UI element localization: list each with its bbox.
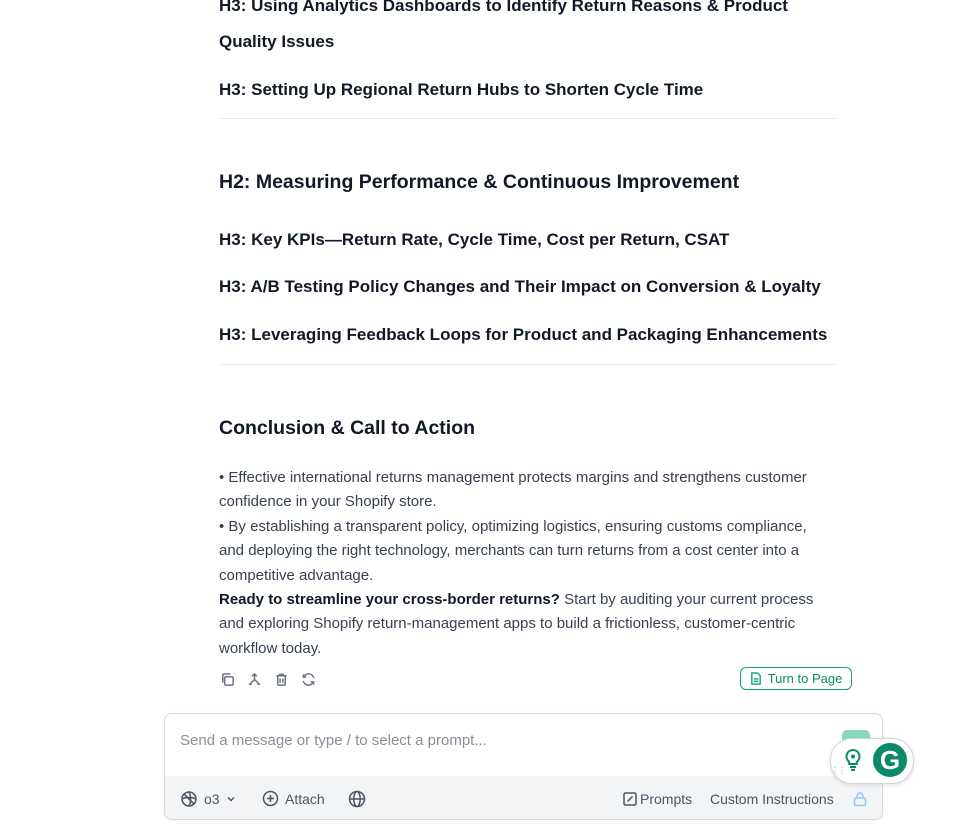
page-icon xyxy=(750,672,762,685)
turn-to-page-label: Turn to Page xyxy=(767,671,843,686)
heading-regional-hubs: H3: Setting Up Regional Return Hubs to Shorten Cycle Time xyxy=(219,80,704,99)
attach-button[interactable] xyxy=(262,776,325,820)
copy-icon[interactable] xyxy=(219,671,235,687)
call-to-action xyxy=(219,588,835,661)
refresh-icon[interactable] xyxy=(300,671,316,687)
prompts-label: Prompts xyxy=(640,790,693,807)
openai-icon xyxy=(180,790,198,808)
composer-toolbar xyxy=(165,776,882,820)
web-search-button[interactable] xyxy=(348,776,366,820)
custom-instructions-button[interactable] xyxy=(710,776,834,820)
cta-text: Start by auditing your current process and exploring Shopify return-management apps to build a frictionless, customer-centric workflow today. xyxy=(219,591,814,657)
heading-analytics-cont: Quality Issues xyxy=(219,32,335,51)
attach-label: Attach xyxy=(285,790,325,807)
heading-feedback-loops: H3: Leveraging Feedback Loops for Product and Packaging Enhancements xyxy=(219,325,828,344)
plus-circle-icon xyxy=(262,790,279,807)
bullet-margins: • Effective international returns management protects margins and strengthens customer confidence in your Shopify store. xyxy=(219,469,807,511)
heading-key-kpis: H3: Key KPIs—Return Rate, Cycle Time, Cost per Return, CSAT xyxy=(219,230,730,249)
message-input[interactable] xyxy=(180,732,780,749)
custom-instructions-label: Custom Instructions xyxy=(710,790,834,807)
heading-measuring-performance: H2: Measuring Performance & Continuous Improvement xyxy=(219,171,740,193)
trash-icon[interactable] xyxy=(273,671,289,687)
section-divider xyxy=(219,118,835,119)
lock-icon xyxy=(853,791,867,807)
globe-icon xyxy=(348,790,366,808)
model-label: o3 xyxy=(204,790,220,807)
section-divider xyxy=(219,364,835,365)
grammarly-logo[interactable]: G xyxy=(871,741,909,779)
message-actions xyxy=(219,671,316,687)
prompts-button[interactable] xyxy=(623,776,692,820)
model-selector[interactable] xyxy=(180,776,236,820)
heading-ab-testing: H3: A/B Testing Policy Changes and Their Impact on Conversion & Loyalty xyxy=(219,277,821,296)
edit-icon xyxy=(623,792,637,806)
branch-icon[interactable] xyxy=(246,671,262,687)
bullet-policy: • By establishing a transparent policy, optimizing logistics, ensuring customs compliance, and deploying the right technology, merchants can turn returns from a cost center into a competitive advantage. xyxy=(219,518,807,584)
grammarly-widget[interactable] xyxy=(830,738,912,782)
heading-conclusion: Conclusion & Call to Action xyxy=(219,417,476,439)
chevron-down-icon xyxy=(226,794,236,804)
drag-handle-icon[interactable]: ⋮⋮ xyxy=(831,766,845,775)
turn-to-page-button[interactable] xyxy=(740,667,852,690)
cta-bold: Ready to streamline your cross-border returns? xyxy=(219,591,560,608)
lightbulb-icon[interactable] xyxy=(843,748,863,772)
message-composer xyxy=(164,713,883,820)
heading-analytics: H3: Using Analytics Dashboards to Identify Return Reasons & Product xyxy=(219,0,788,15)
